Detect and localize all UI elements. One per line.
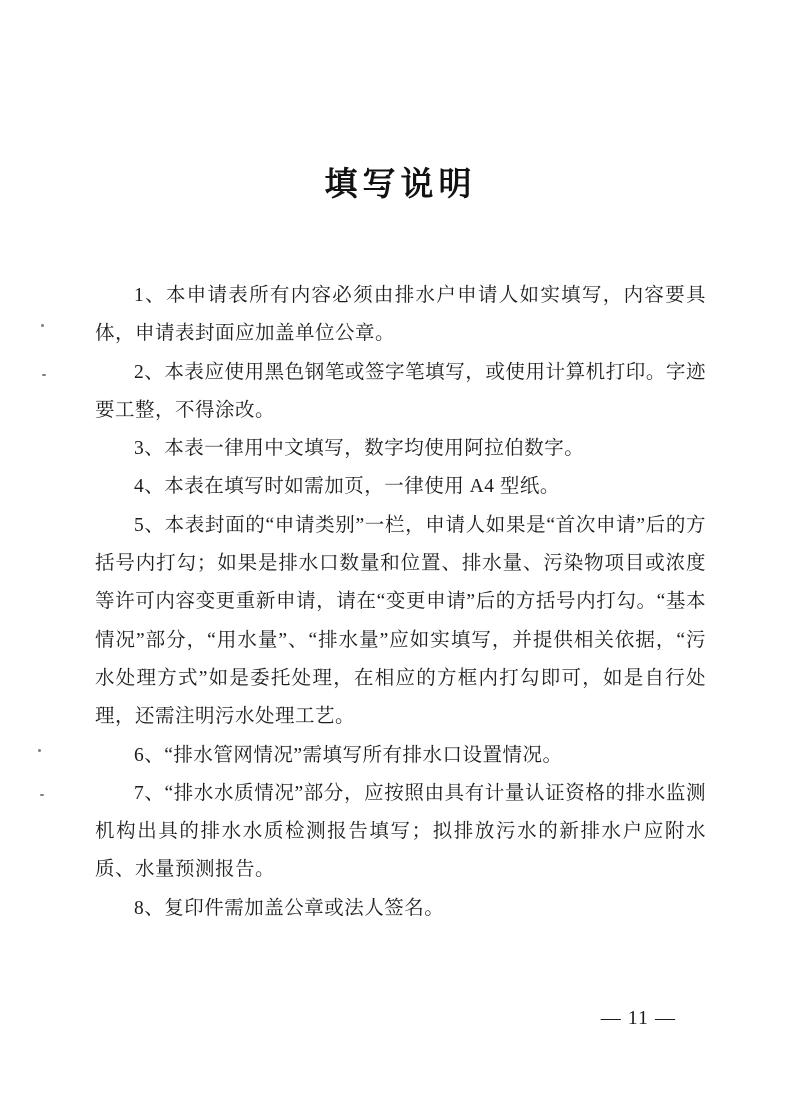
scan-artifact-dot: [41, 324, 44, 327]
scan-artifact-dot: [42, 374, 46, 376]
scan-artifact-dot: [40, 794, 44, 796]
instruction-paragraph: 8、复印件需加盖公章或法人签名。: [134, 897, 445, 919]
instruction-paragraph: 5、本表封面的“申请类别”一栏，申请人如果是“首次申请”后的方括号内打勾；如果是排水口数量和位置、排水量、污染物项目或浓度等许可内容变更重新申请，请在“变更申请”后的方括号内打勾。“基本情况”部分，“用水量”、“排水量”应如实填写，并提供相关依据，“污水处理方式”如是委托处理，在相应的方框内打勾即可，如是自行处理，还需注明污水处理工艺。: [95, 514, 706, 728]
instruction-paragraph: 3、本表一律用中文填写，数字均使用阿拉伯数字。: [134, 438, 585, 460]
scan-artifact-dot: [38, 749, 41, 752]
instruction-paragraph: 6、“排水管网情况”需填写所有排水口设置情况。: [134, 744, 563, 766]
instruction-paragraph: 1、本申请表所有内容必须由排水户申请人如实填写，内容要具体，申请表封面应加盖单位公章。: [95, 285, 706, 345]
instruction-paragraph: 4、本表在填写时如需加页，一律使用 A4 型纸。: [134, 476, 560, 498]
instructions-body: [95, 277, 706, 928]
page-title: 填写说明: [324, 167, 477, 203]
instruction-paragraph: 2、本表应使用黑色钢笔或签字笔填写，或使用计算机打印。字迹要工整，不得涂改。: [95, 361, 706, 421]
page-number: — 11 —: [600, 1007, 676, 1029]
instruction-paragraph: 7、“排水水质情况”部分，应按照由具有计量认证资格的排水监测机构出具的排水水质检测报告填写；拟排放污水的新排水户应附水质、水量预测报告。: [95, 782, 706, 881]
